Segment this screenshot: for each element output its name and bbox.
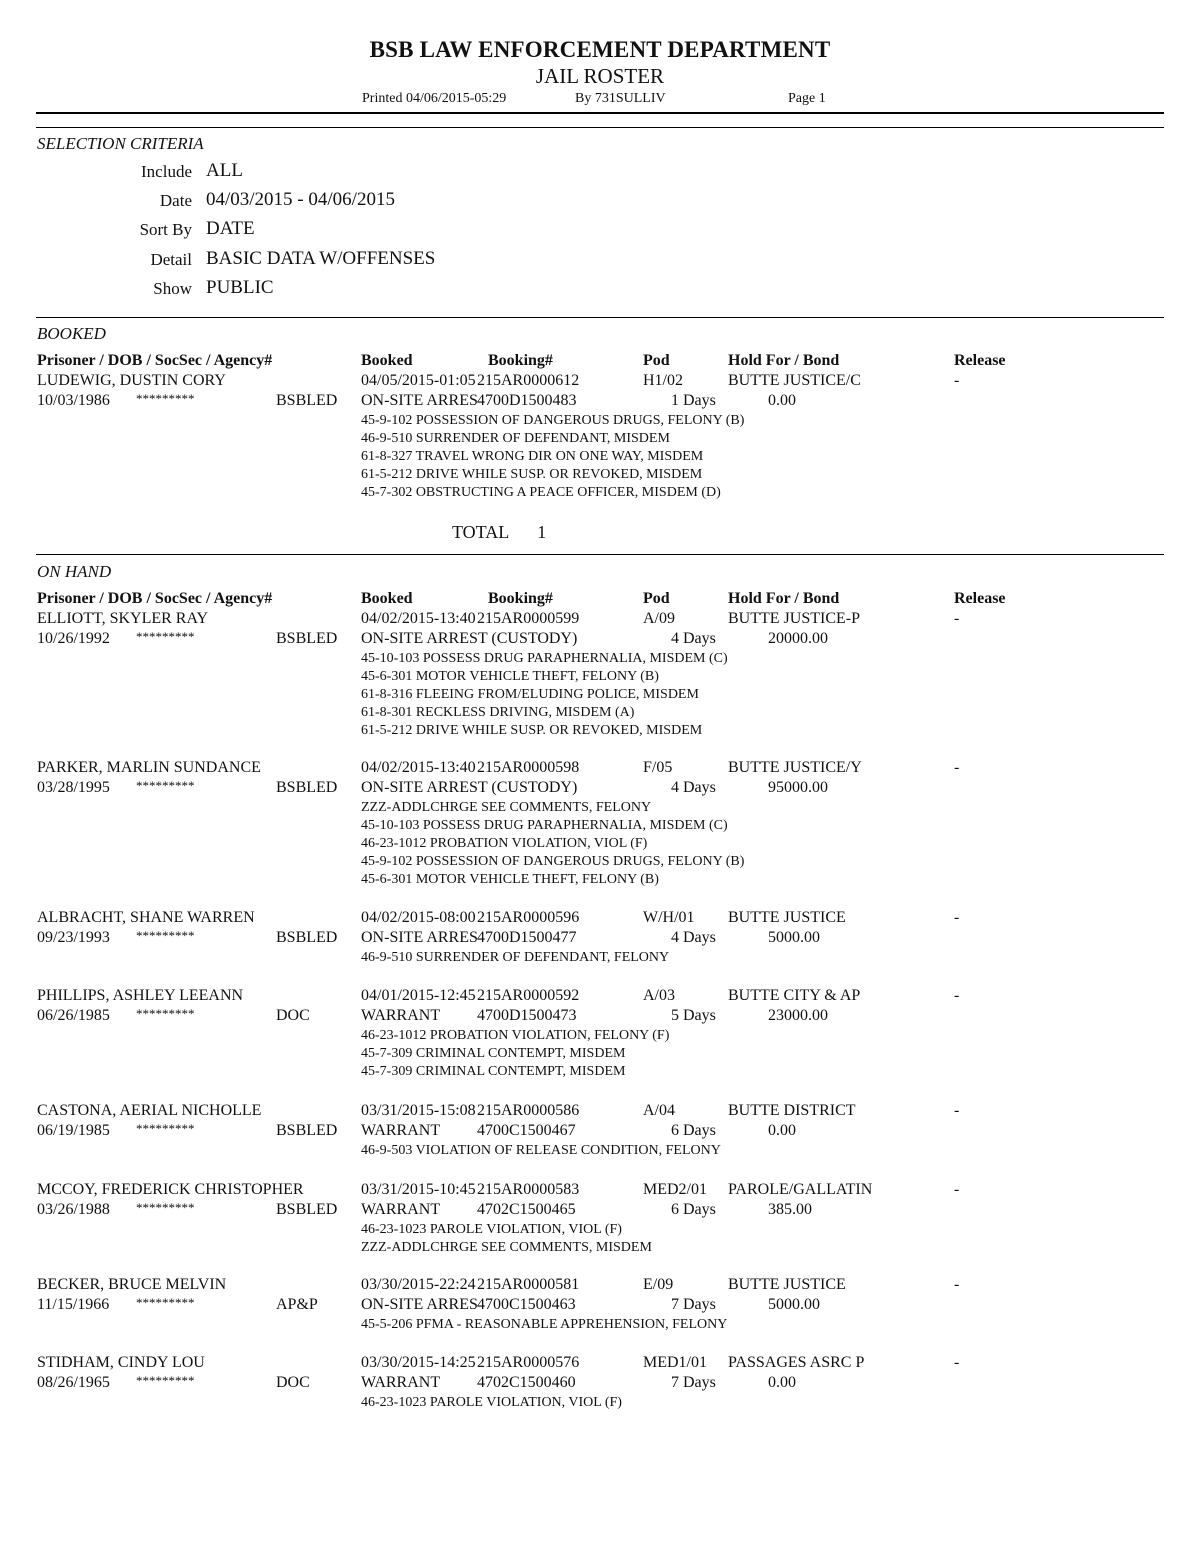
prisoner-name: ELLIOTT, SKYLER RAY xyxy=(37,610,209,627)
onhand-heading: ON HAND xyxy=(37,562,112,581)
release-value: - xyxy=(954,372,960,389)
col-header-pod: Pod xyxy=(643,590,670,607)
offense-line: 61-8-301 RECKLESS DRIVING, MISDEM (A) xyxy=(361,705,635,720)
col-header-hold: Hold For / Bond xyxy=(728,590,840,607)
selection-criteria-heading: SELECTION CRITERIA xyxy=(37,134,204,153)
days-held: 4 Days xyxy=(671,929,716,946)
booking-number: 215AR0000592 xyxy=(477,987,580,1004)
booking-number: 215AR0000581 xyxy=(477,1276,580,1293)
offense-line: 61-8-316 FLEEING FROM/ELUDING POLICE, MISDEM xyxy=(361,687,699,702)
booking-number: 215AR0000598 xyxy=(477,759,580,776)
case-number: 4702C1500465 xyxy=(477,1201,576,1218)
col-header-booked: Booked xyxy=(361,590,413,607)
booking-number: 215AR0000583 xyxy=(477,1181,580,1198)
offense-line: 46-23-1023 PAROLE VIOLATION, VIOL (F) xyxy=(361,1395,622,1410)
booked-datetime: 03/31/2015-15:08 xyxy=(361,1102,476,1119)
days-held: 6 Days xyxy=(671,1201,716,1218)
arrest-type: WARRANT xyxy=(361,1007,441,1024)
agency: BSBLED xyxy=(276,630,338,647)
col-header-release: Release xyxy=(954,352,1006,369)
days-held: 7 Days xyxy=(671,1296,716,1313)
booking-number: 215AR0000596 xyxy=(477,909,580,926)
offense-line: 61-5-212 DRIVE WHILE SUSP. OR REVOKED, MISDEM xyxy=(361,467,703,482)
offense-line: 46-23-1012 PROBATION VIOLATION, VIOL (F) xyxy=(361,836,648,851)
booking-number: 215AR0000599 xyxy=(477,610,580,627)
bond-amount: 5000.00 xyxy=(768,929,820,946)
pod-assignment: H1/02 xyxy=(643,372,683,389)
agency: BSBLED xyxy=(276,779,338,796)
ssn-masked: ********* xyxy=(136,1121,195,1136)
booking-number: 215AR0000576 xyxy=(477,1354,580,1371)
criteria-label-include: Include xyxy=(141,162,192,181)
criteria-value-detail: BASIC DATA W/OFFENSES xyxy=(206,248,436,269)
arrest-type: ON-SITE ARREST (CUSTODY) xyxy=(361,779,578,796)
offense-line: 45-6-301 MOTOR VEHICLE THEFT, FELONY (B) xyxy=(361,669,659,684)
arrest-type: WARRANT xyxy=(361,1374,441,1391)
total-value: 1 xyxy=(537,522,547,542)
booked-datetime: 03/31/2015-10:45 xyxy=(361,1181,476,1198)
booked-datetime: 03/30/2015-22:24 xyxy=(361,1276,476,1293)
arrest-type: ON-SITE ARRES xyxy=(361,392,478,409)
arrest-type: ON-SITE ARREST (CUSTODY) xyxy=(361,630,578,647)
hold-for: BUTTE JUSTICE xyxy=(728,909,846,926)
agency: BSBLED xyxy=(276,929,338,946)
release-value: - xyxy=(954,1102,960,1119)
case-number: 4700D1500477 xyxy=(477,929,577,946)
date-of-birth: 06/19/1985 xyxy=(37,1122,110,1139)
case-number: 4702C1500460 xyxy=(477,1374,576,1391)
hold-for: BUTTE JUSTICE/Y xyxy=(728,759,862,776)
bond-amount: 0.00 xyxy=(768,392,796,409)
date-of-birth: 08/26/1965 xyxy=(37,1374,110,1391)
ssn-masked: ********* xyxy=(136,1200,195,1215)
criteria-label-date: Date xyxy=(159,191,192,210)
agency: BSBLED xyxy=(276,392,338,409)
offense-line: 45-9-102 POSSESSION OF DANGEROUS DRUGS, FELONY (B) xyxy=(361,413,745,428)
date-of-birth: 06/26/1985 xyxy=(37,1007,110,1024)
date-of-birth: 10/26/1992 xyxy=(37,630,110,647)
criteria-label-detail: Detail xyxy=(150,250,192,269)
hold-for: BUTTE JUSTICE/C xyxy=(728,372,861,389)
bond-amount: 20000.00 xyxy=(768,630,828,647)
date-of-birth: 03/26/1988 xyxy=(37,1201,110,1218)
case-number: 4700D1500483 xyxy=(477,392,577,409)
prisoner-name: BECKER, BRUCE MELVIN xyxy=(37,1276,227,1293)
release-value: - xyxy=(954,1354,960,1371)
booked-heading: BOOKED xyxy=(37,324,106,343)
offense-line: 45-6-301 MOTOR VEHICLE THEFT, FELONY (B) xyxy=(361,872,659,887)
col-header-hold: Hold For / Bond xyxy=(728,352,840,369)
report-title: BSB LAW ENFORCEMENT DEPARTMENT xyxy=(369,37,831,62)
prisoner-name: PARKER, MARLIN SUNDANCE xyxy=(37,759,261,776)
ssn-masked: ********* xyxy=(136,1373,195,1388)
release-value: - xyxy=(954,610,960,627)
pod-assignment: A/03 xyxy=(643,987,675,1004)
booked-total xyxy=(452,522,546,543)
booked-datetime: 04/01/2015-12:45 xyxy=(361,987,476,1004)
hold-for: PASSAGES ASRC P xyxy=(728,1354,865,1371)
pod-assignment: F/05 xyxy=(643,759,673,776)
offense-line: 45-10-103 POSSESS DRUG PARAPHERNALIA, MISDEM (C) xyxy=(361,818,728,833)
prisoner-name: STIDHAM, CINDY LOU xyxy=(37,1354,205,1371)
release-value: - xyxy=(954,1181,960,1198)
col-header-release: Release xyxy=(954,590,1006,607)
offense-line: 45-7-309 CRIMINAL CONTEMPT, MISDEM xyxy=(361,1064,626,1079)
arrest-type: WARRANT xyxy=(361,1122,441,1139)
offense-line: 45-7-302 OBSTRUCTING A PEACE OFFICER, MISDEM (D) xyxy=(361,485,721,500)
col-header-prisoner: Prisoner / DOB / SocSec / Agency# xyxy=(37,590,273,607)
prisoner-name: MCCOY, FREDERICK CHRISTOPHER xyxy=(37,1181,304,1198)
ssn-masked: ********* xyxy=(136,1006,195,1021)
date-of-birth: 09/23/1993 xyxy=(37,929,110,946)
prisoner-name: PHILLIPS, ASHLEY LEEANN xyxy=(37,987,244,1004)
booked-datetime: 04/05/2015-01:05 xyxy=(361,372,476,389)
criteria-label-show: Show xyxy=(153,279,192,298)
criteria-value-include: ALL xyxy=(206,160,243,181)
arrest-type: WARRANT xyxy=(361,1201,441,1218)
agency: DOC xyxy=(276,1374,310,1391)
prisoner-name: CASTONA, AERIAL NICHOLLE xyxy=(37,1102,262,1119)
days-held: 1 Days xyxy=(671,392,716,409)
offense-line: 45-9-102 POSSESSION OF DANGEROUS DRUGS, FELONY (B) xyxy=(361,854,745,869)
offense-line: 45-7-309 CRIMINAL CONTEMPT, MISDEM xyxy=(361,1046,626,1061)
offense-line: 46-9-510 SURRENDER OF DEFENDANT, FELONY xyxy=(361,950,670,965)
pod-assignment: W/H/01 xyxy=(643,909,695,926)
days-held: 5 Days xyxy=(671,1007,716,1024)
agency: BSBLED xyxy=(276,1201,338,1218)
case-number: 4700C1500467 xyxy=(477,1122,576,1139)
offense-line: 46-9-503 VIOLATION OF RELEASE CONDITION, FELONY xyxy=(361,1143,721,1158)
ssn-masked: ********* xyxy=(136,629,195,644)
booked-datetime: 04/02/2015-13:40 xyxy=(361,759,476,776)
bond-amount: 5000.00 xyxy=(768,1296,820,1313)
col-header-booked: Booked xyxy=(361,352,413,369)
offense-line: 46-9-510 SURRENDER OF DEFENDANT, MISDEM xyxy=(361,431,670,446)
booked-datetime: 03/30/2015-14:25 xyxy=(361,1354,476,1371)
date-of-birth: 03/28/1995 xyxy=(37,779,110,796)
offense-line: ZZZ-ADDLCHRGE SEE COMMENTS, FELONY xyxy=(361,800,652,815)
col-header-pod: Pod xyxy=(643,352,670,369)
case-number: 4700D1500473 xyxy=(477,1007,577,1024)
ssn-masked: ********* xyxy=(136,391,195,406)
header-rule-thin xyxy=(36,127,1164,128)
booking-number: 215AR0000612 xyxy=(477,372,580,389)
prisoner-name: ALBRACHT, SHANE WARREN xyxy=(37,909,255,926)
days-held: 7 Days xyxy=(671,1374,716,1391)
section-rule xyxy=(36,317,1164,318)
bond-amount: 385.00 xyxy=(768,1201,812,1218)
release-value: - xyxy=(954,759,960,776)
booked-datetime: 04/02/2015-13:40 xyxy=(361,610,476,627)
offense-line: ZZZ-ADDLCHRGE SEE COMMENTS, MISDEM xyxy=(361,1240,652,1255)
criteria-label-sort: Sort By xyxy=(139,220,192,239)
pod-assignment: MED1/01 xyxy=(643,1354,707,1371)
booked-datetime: 04/02/2015-08:00 xyxy=(361,909,476,926)
report-subtitle: JAIL ROSTER xyxy=(535,64,665,88)
offense-line: 61-5-212 DRIVE WHILE SUSP. OR REVOKED, MISDEM xyxy=(361,723,703,738)
hold-for: BUTTE JUSTICE xyxy=(728,1276,846,1293)
bond-amount: 0.00 xyxy=(768,1122,796,1139)
days-held: 6 Days xyxy=(671,1122,716,1139)
hold-for: BUTTE DISTRICT xyxy=(728,1102,856,1119)
days-held: 4 Days xyxy=(671,779,716,796)
arrest-type: ON-SITE ARRES xyxy=(361,929,478,946)
release-value: - xyxy=(954,987,960,1004)
pod-assignment: E/09 xyxy=(643,1276,674,1293)
page-number: Page 1 xyxy=(788,91,826,106)
bond-amount: 23000.00 xyxy=(768,1007,828,1024)
section-rule xyxy=(36,554,1164,555)
agency: DOC xyxy=(276,1007,310,1024)
col-header-booking: Booking# xyxy=(488,352,553,369)
bond-amount: 0.00 xyxy=(768,1374,796,1391)
pod-assignment: A/04 xyxy=(643,1102,675,1119)
ssn-masked: ********* xyxy=(136,928,195,943)
arrest-type: ON-SITE ARRES xyxy=(361,1296,478,1313)
hold-for: PAROLE/GALLATIN xyxy=(728,1181,873,1198)
release-value: - xyxy=(954,909,960,926)
ssn-masked: ********* xyxy=(136,1295,195,1310)
date-of-birth: 11/15/1966 xyxy=(37,1296,110,1313)
header-rule xyxy=(36,112,1164,114)
booking-number: 215AR0000586 xyxy=(477,1102,580,1119)
days-held: 4 Days xyxy=(671,630,716,647)
criteria-value-show: PUBLIC xyxy=(206,277,274,298)
printed-by: By 731SULLIV xyxy=(575,91,666,106)
pod-assignment: MED2/01 xyxy=(643,1181,707,1198)
offense-line: 45-10-103 POSSESS DRUG PARAPHERNALIA, MISDEM (C) xyxy=(361,651,728,666)
offense-line: 61-8-327 TRAVEL WRONG DIR ON ONE WAY, MISDEM xyxy=(361,449,704,464)
col-header-prisoner: Prisoner / DOB / SocSec / Agency# xyxy=(37,352,273,369)
pod-assignment: A/09 xyxy=(643,610,675,627)
ssn-masked: ********* xyxy=(136,778,195,793)
hold-for: BUTTE CITY & AP xyxy=(728,987,861,1004)
prisoner-name: LUDEWIG, DUSTIN CORY xyxy=(37,372,226,389)
date-of-birth: 10/03/1986 xyxy=(37,392,110,409)
release-value: - xyxy=(954,1276,960,1293)
offense-line: 46-23-1012 PROBATION VIOLATION, FELONY (F) xyxy=(361,1028,670,1043)
case-number: 4700C1500463 xyxy=(477,1296,576,1313)
agency: AP&P xyxy=(276,1296,318,1313)
criteria-value-sort: DATE xyxy=(206,218,255,239)
offense-line: 45-5-206 PFMA - REASONABLE APPREHENSION, FELONY xyxy=(361,1317,728,1332)
offense-line: 46-23-1023 PAROLE VIOLATION, VIOL (F) xyxy=(361,1222,622,1237)
bond-amount: 95000.00 xyxy=(768,779,828,796)
agency: BSBLED xyxy=(276,1122,338,1139)
printed-timestamp: Printed 04/06/2015-05:29 xyxy=(362,91,507,106)
col-header-booking: Booking# xyxy=(488,590,553,607)
criteria-value-date: 04/03/2015 - 04/06/2015 xyxy=(206,189,395,210)
hold-for: BUTTE JUSTICE-P xyxy=(728,610,860,627)
total-label: TOTAL xyxy=(452,522,510,542)
